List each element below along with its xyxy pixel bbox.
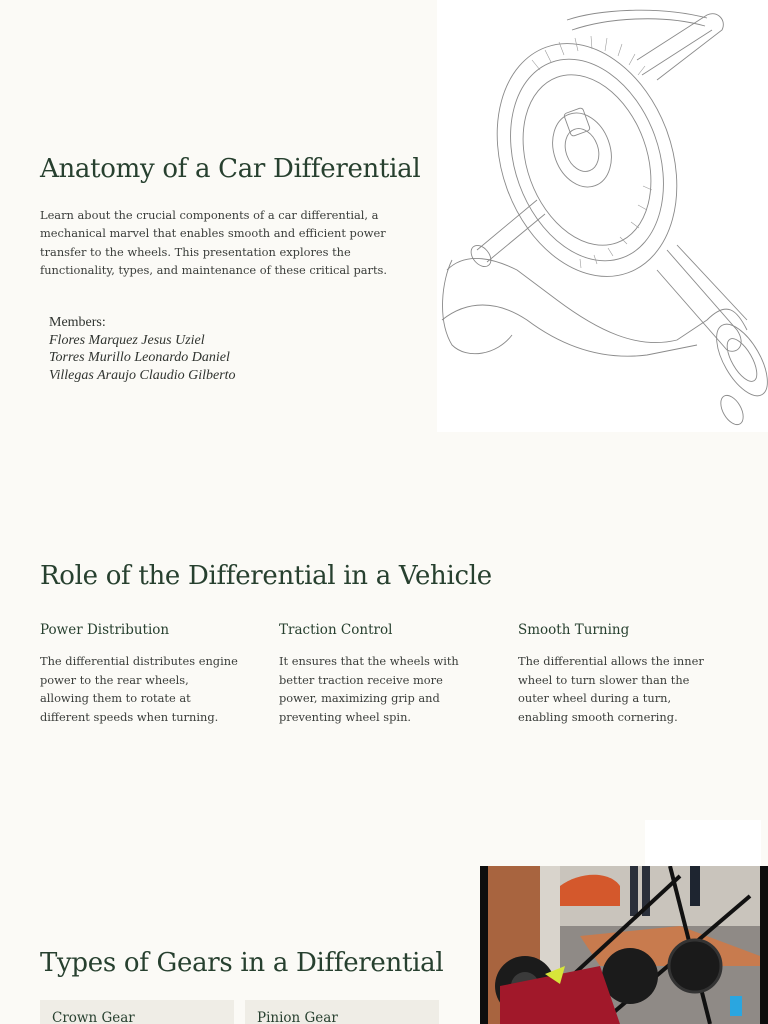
member-name: Torres Murillo Leonardo Daniel [49,350,230,365]
column-text: The differential distributes engine power to the rear wheels, allowing them to rotate at different speeds when turning. [40,654,238,724]
role-column-turning [518,622,718,726]
section-title-role: Role of the Differential in a Vehicle [40,561,492,591]
role-column-traction [279,622,479,726]
column-text: The differential allows the inner wheel to turn slower than the outer wheel during a turn, enabling smooth cornering. [518,654,704,724]
member-name: Villegas Araujo Claudio Gilberto [49,367,236,383]
gear-card-pinion [245,1000,439,1024]
column-heading: Power Distribution [40,622,170,638]
vehicle-photo-image [480,866,768,1024]
gear-card-crown [40,1000,234,1024]
white-panel [645,820,761,866]
section-title-anatomy: Anatomy of a Car Differential [40,154,421,184]
intro-paragraph: Learn about the crucial components of a car differential, a mechanical marvel that enables smooth and efficient power transfer to the wheels. This presentation explores the functionality, types, and maintenance of these critical parts. [40,208,388,277]
differential-sketch-image [437,0,768,432]
members-block [49,314,236,384]
column-heading: Smooth Turning [518,622,630,638]
section-title-types: Types of Gears in a Differential [40,948,444,978]
member-name: Flores Marquez Jesus Uziel [49,332,205,348]
members-label: Members: [49,315,106,330]
card-label: Crown Gear [52,1010,135,1024]
role-column-power [40,622,240,726]
card-label: Pinion Gear [257,1010,338,1024]
column-text: It ensures that the wheels with better traction receive more power, maximizing grip and preventing wheel spin. [279,654,459,724]
column-heading: Traction Control [279,622,393,638]
